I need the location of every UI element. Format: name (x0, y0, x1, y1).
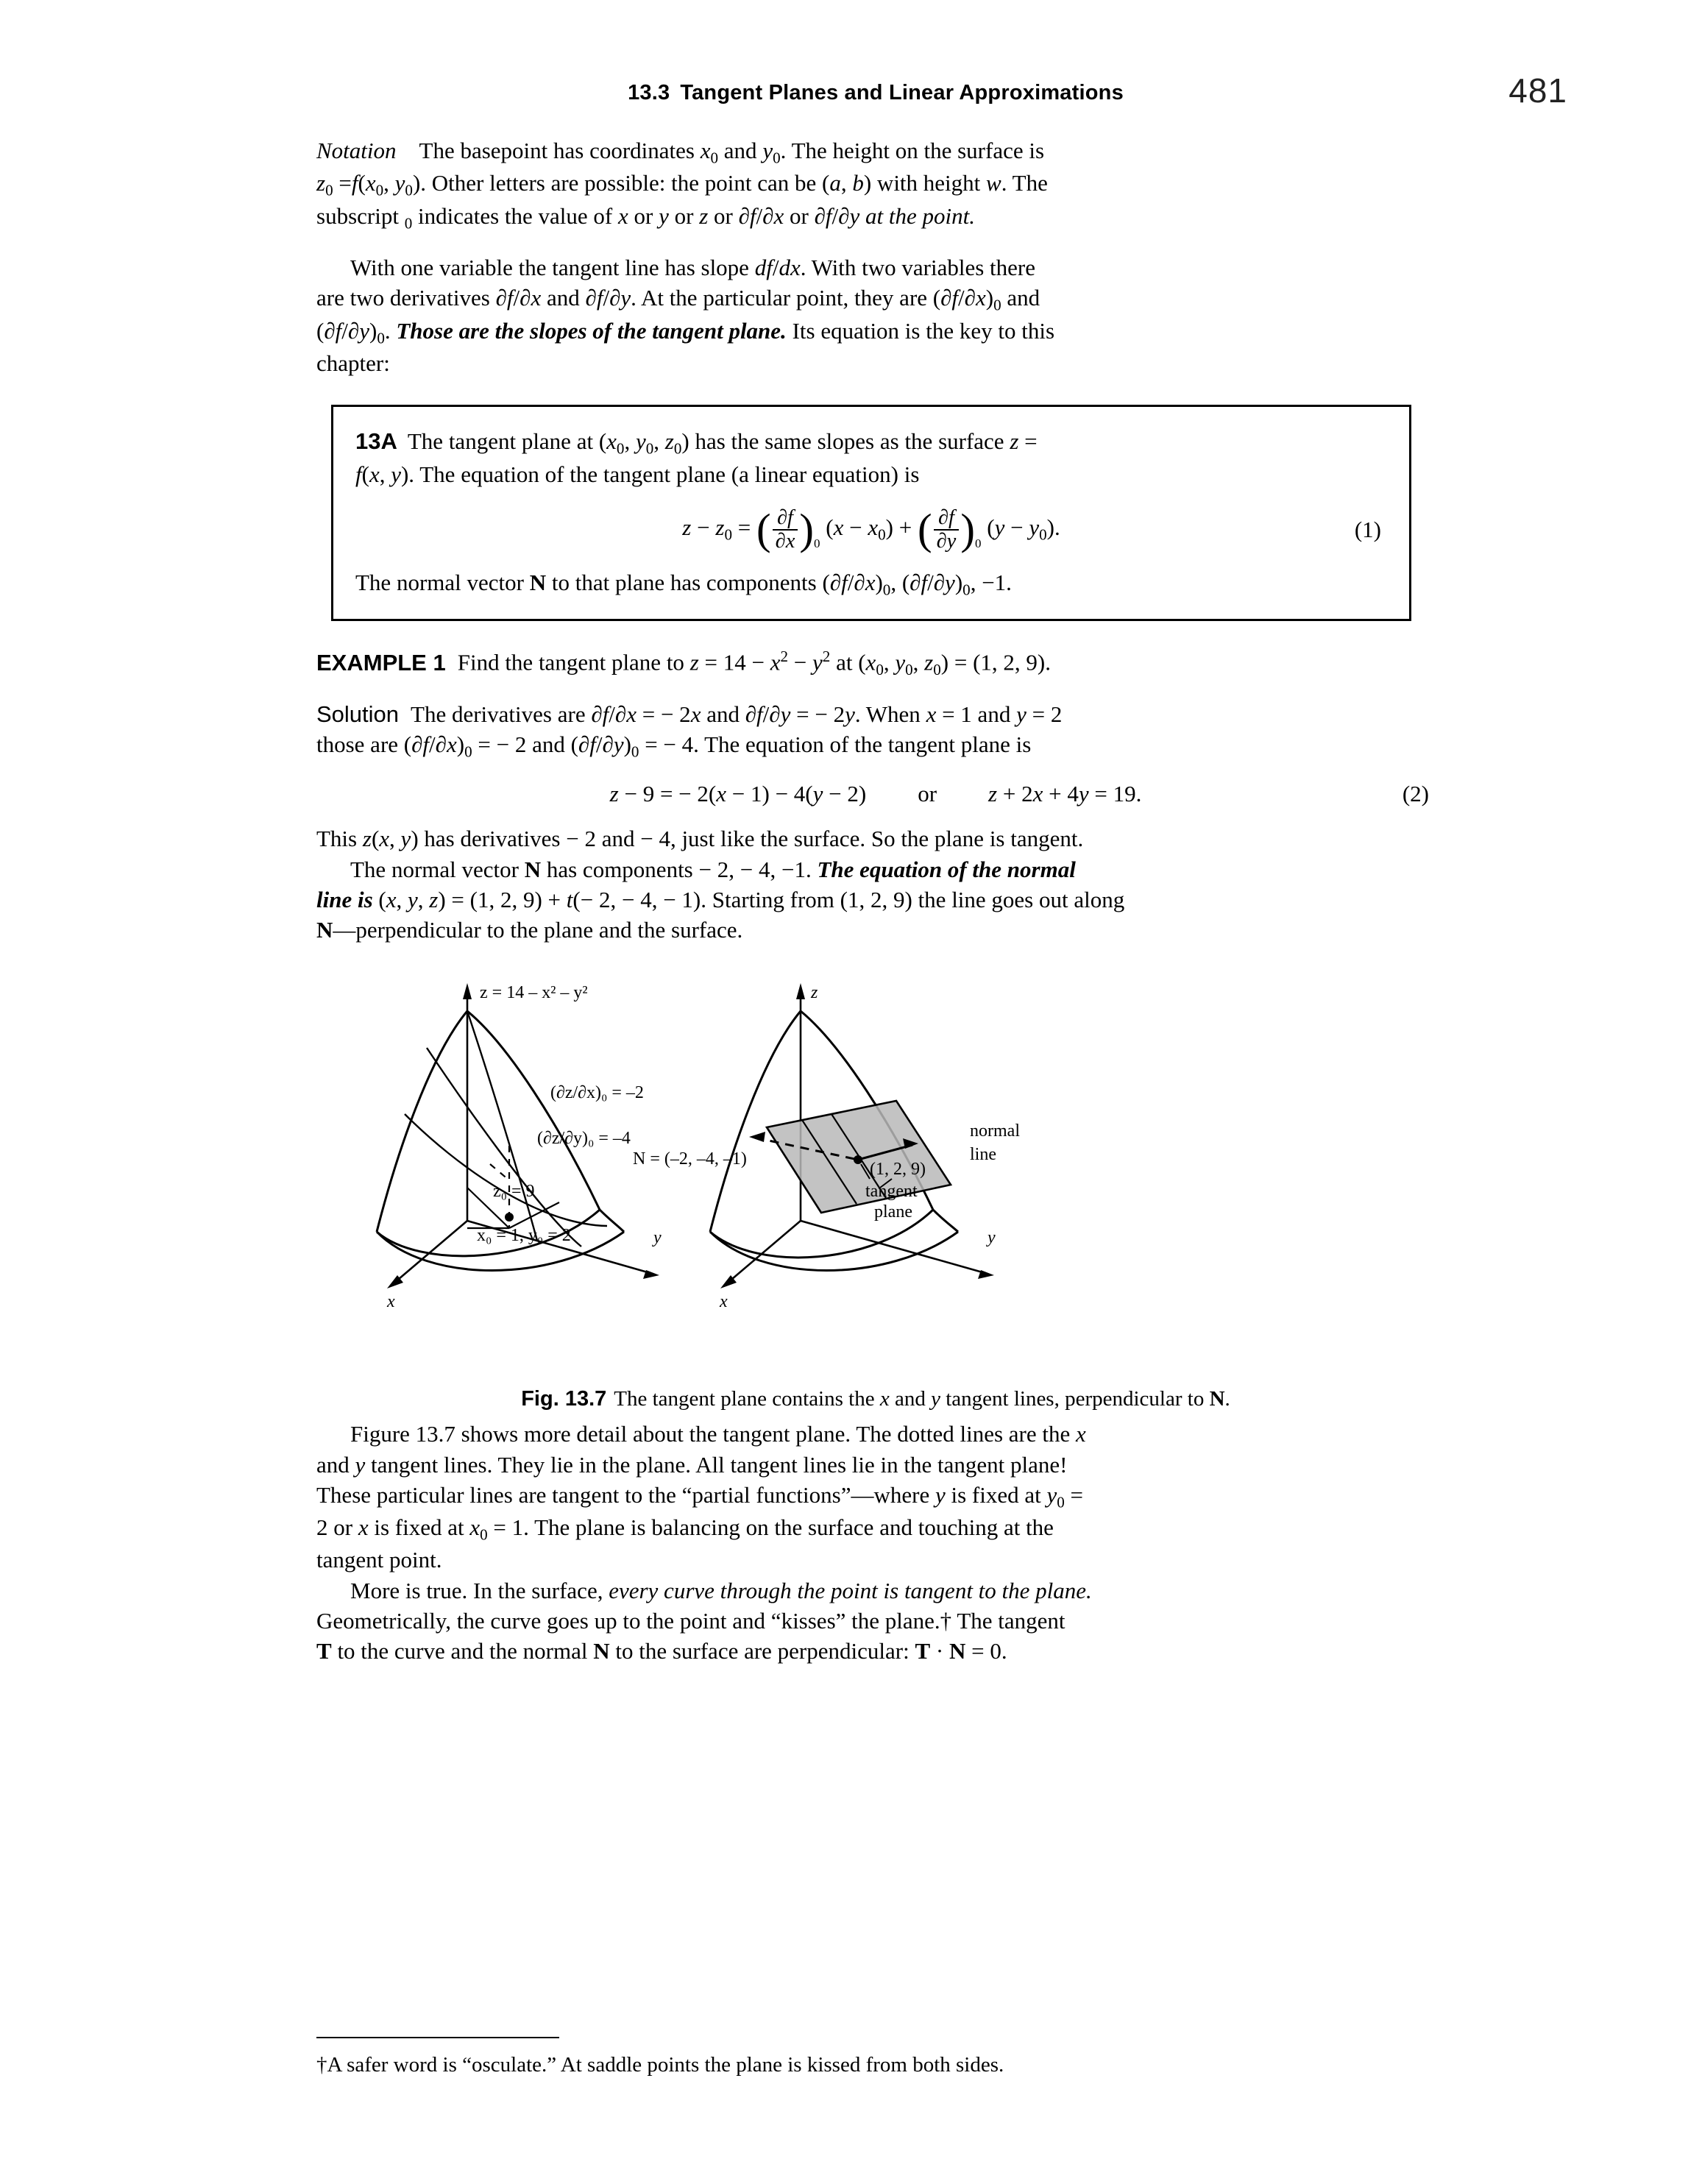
label-right-axis-z: z (811, 983, 818, 1003)
solution-label: Solution (316, 701, 400, 727)
box-normal-line: The normal vector N to that plane has components $(\partial f/\partial x)_0$, $(\partial f/\partial y)_0$, −1. (355, 569, 1012, 598)
label-basepoint: x₀ = 1, y₀ = 2 (477, 1226, 571, 1246)
box-tag: 13A (355, 428, 397, 455)
post-line-is: line is (316, 886, 373, 912)
label-normal-vector: N = (–2, –4, –1) (633, 1149, 747, 1169)
closing-2-line-3: T to the curve and the normal N to the surface are perpendicular: T · N = 0. (316, 1638, 1007, 1664)
closing-1-line-4: 2 or x is fixed at $x_0 = 1$. The plane is balancing on the surface and touching at the (316, 1514, 1054, 1544)
label-tangent-plane-2: plane (874, 1202, 912, 1222)
slopes-line-3: $(\partial f/\partial y)_0$. Those are the slopes of the tangent plane. Its equation is the key to this (316, 317, 1055, 347)
closing-paragraph-2 (316, 1575, 1435, 1667)
solution-line-1: Solution The derivatives are ∂f/∂x = − 2x and ∂f/∂y = − 2y. When x = 1 and y = 2 (316, 701, 1063, 727)
figure-13-7 (316, 967, 1435, 1411)
figure-number: Fig. 13.7 (521, 1387, 607, 1411)
notation-line-2: $z_0 =f(x_0$, $y_0$). Other letters are possible: the point can be (a, b) with height w. The (316, 170, 1048, 199)
closing-1-line-3: These particular lines are tangent to the “partial functions”—where y is fixed at $y_0$ = (316, 1481, 1084, 1511)
label-surface-equation: z = 14 – x² – y² (480, 983, 588, 1003)
slopes-bold-phrase: Those are the slopes of the tangent plane. (396, 317, 787, 344)
example-statement: EXAMPLE 1 Find the tangent plane to $z = 14 - x^2 - y^2$ at ($x_0$, $y_0$, $z_0) = (1$, 2, 9). (316, 647, 1051, 678)
label-left-axis-x: x (387, 1292, 395, 1312)
slopes-line-4: chapter: (316, 350, 390, 376)
theorem-box-13a (331, 405, 1411, 621)
page-content (316, 71, 1567, 1666)
solution-line-2: those are $(\partial f/\partial x)_0$ = − 2 and $(\partial f/\partial y)_0$ = − 4. The equation of the tangent plane is (316, 731, 1032, 761)
box-line-2: f(x, y). The equation of the tangent plane (a linear equation) is (355, 461, 920, 487)
closing-1-line-5: tangent point. (316, 1547, 442, 1573)
slopes-paragraph (316, 252, 1435, 378)
closing-2-line-2: Geometrically, the curve goes up to the point and “kisses” the plane.† The tangent (316, 1607, 1065, 1634)
post-line-2: The normal vector N has components − 2, − 4, −1. The equation of the normal (350, 856, 1076, 882)
label-z0: z₀ = 9 (493, 1182, 535, 1202)
right-diagram (710, 983, 994, 1288)
label-left-axis-y: y (653, 1228, 662, 1248)
post-line-1: This z(x, y) has derivatives − 2 and − 4, just like the surface. So the plane is tangent. (316, 826, 1084, 852)
closing-1-line-2: and y tangent lines. They lie in the plane. All tangent lines lie in the tangent plane! (316, 1451, 1068, 1478)
closing-paragraph-1 (316, 1419, 1435, 1575)
box-line-1: 13A The tangent plane at ($x_0$, $y_0$, $z_0$) has the same slopes as the surface z = (355, 428, 1038, 458)
post-example-paragraph (316, 823, 1435, 945)
equation-1-number: (1) (1354, 516, 1381, 542)
example-1 (316, 646, 1435, 680)
equation-2-number: (2) (1402, 781, 1429, 807)
post-line-3: line is (x, y, z) = (1, 2, 9) + t(− 2, − 4, − 1). Starting from (1, 2, 9) the line goes out along (316, 886, 1125, 912)
figure-caption-text: The tangent plane contains the x and y tangent lines, perpendicular to N. (614, 1387, 1230, 1411)
footnote: †A safer word is “osculate.” At saddle points the plane is kissed from both sides. (316, 2053, 1004, 2077)
label-slope-x: (∂z/∂x)₀ = –2 (550, 1083, 644, 1103)
section-number: 13.3 (628, 81, 670, 104)
notation-label: Notation (316, 138, 397, 163)
closing-1-line-1: Figure 13.7 shows more detail about the tangent plane. The dotted lines are the x (350, 1421, 1086, 1447)
equation-1: $z - z_0$ = ( $\frac{\partial f}{\partial x}$ )$_0$ $(x - x_0)$ + ( $\frac{\partial f}{\partial y}$ )$_0$ $(y - y_0)$. (1) (682, 506, 1381, 554)
slopes-line-2: are two derivatives ∂f/∂x and ∂f/∂y. At the particular point, they are $(\partial f/\partial x)_0$ and (316, 285, 1040, 314)
notation-paragraph (316, 135, 1435, 233)
label-tangent-plane-1: tangent (865, 1182, 918, 1202)
post-bold-phrase: The equation of the normal (817, 856, 1076, 882)
solution-paragraph (316, 699, 1435, 762)
figure-caption (316, 1387, 1435, 1411)
slopes-line-1: With one variable the tangent line has slope df/dx. With two variables there (350, 255, 1035, 281)
equation-2-or: or (918, 781, 937, 807)
equation-2: z − 9 = − 2(x − 1) − 4(y − 2) or z + 2x + 4y = 19. (2) (609, 781, 1429, 807)
notation-line-1: Notation The basepoint has coordinates $x_0$ and $y_0$. The height on the surface is (316, 138, 1045, 167)
figure-13-7-svg (316, 967, 1435, 1379)
closing-2-line-1: More is true. In the surface, every curve through the point is tangent to the plane. (350, 1577, 1092, 1603)
page-number: 481 (1508, 71, 1567, 110)
label-slope-y: (∂z/∂y)₀ = –4 (537, 1129, 631, 1149)
post-line-4: N—perpendicular to the plane and the surface. (316, 917, 743, 943)
closing-italic-phrase: every curve through the point is tangent to the plane. (609, 1577, 1092, 1603)
label-right-axis-x: x (720, 1292, 728, 1312)
footnote-rule (316, 2037, 559, 2038)
label-normal-line-2: line (970, 1145, 996, 1165)
label-right-axis-y: y (987, 1228, 996, 1248)
example-label: EXAMPLE 1 (316, 649, 446, 676)
section-title: Tangent Planes and Linear Approximations (680, 81, 1124, 104)
label-normal-line-1: normal (970, 1121, 1020, 1141)
running-head (316, 81, 1435, 105)
notation-line-3: subscript $_0$ indicates the value of x or y or z or ∂f/∂x or ∂f/∂y at the point. (316, 202, 975, 232)
label-point: (1, 2, 9) (870, 1160, 926, 1180)
